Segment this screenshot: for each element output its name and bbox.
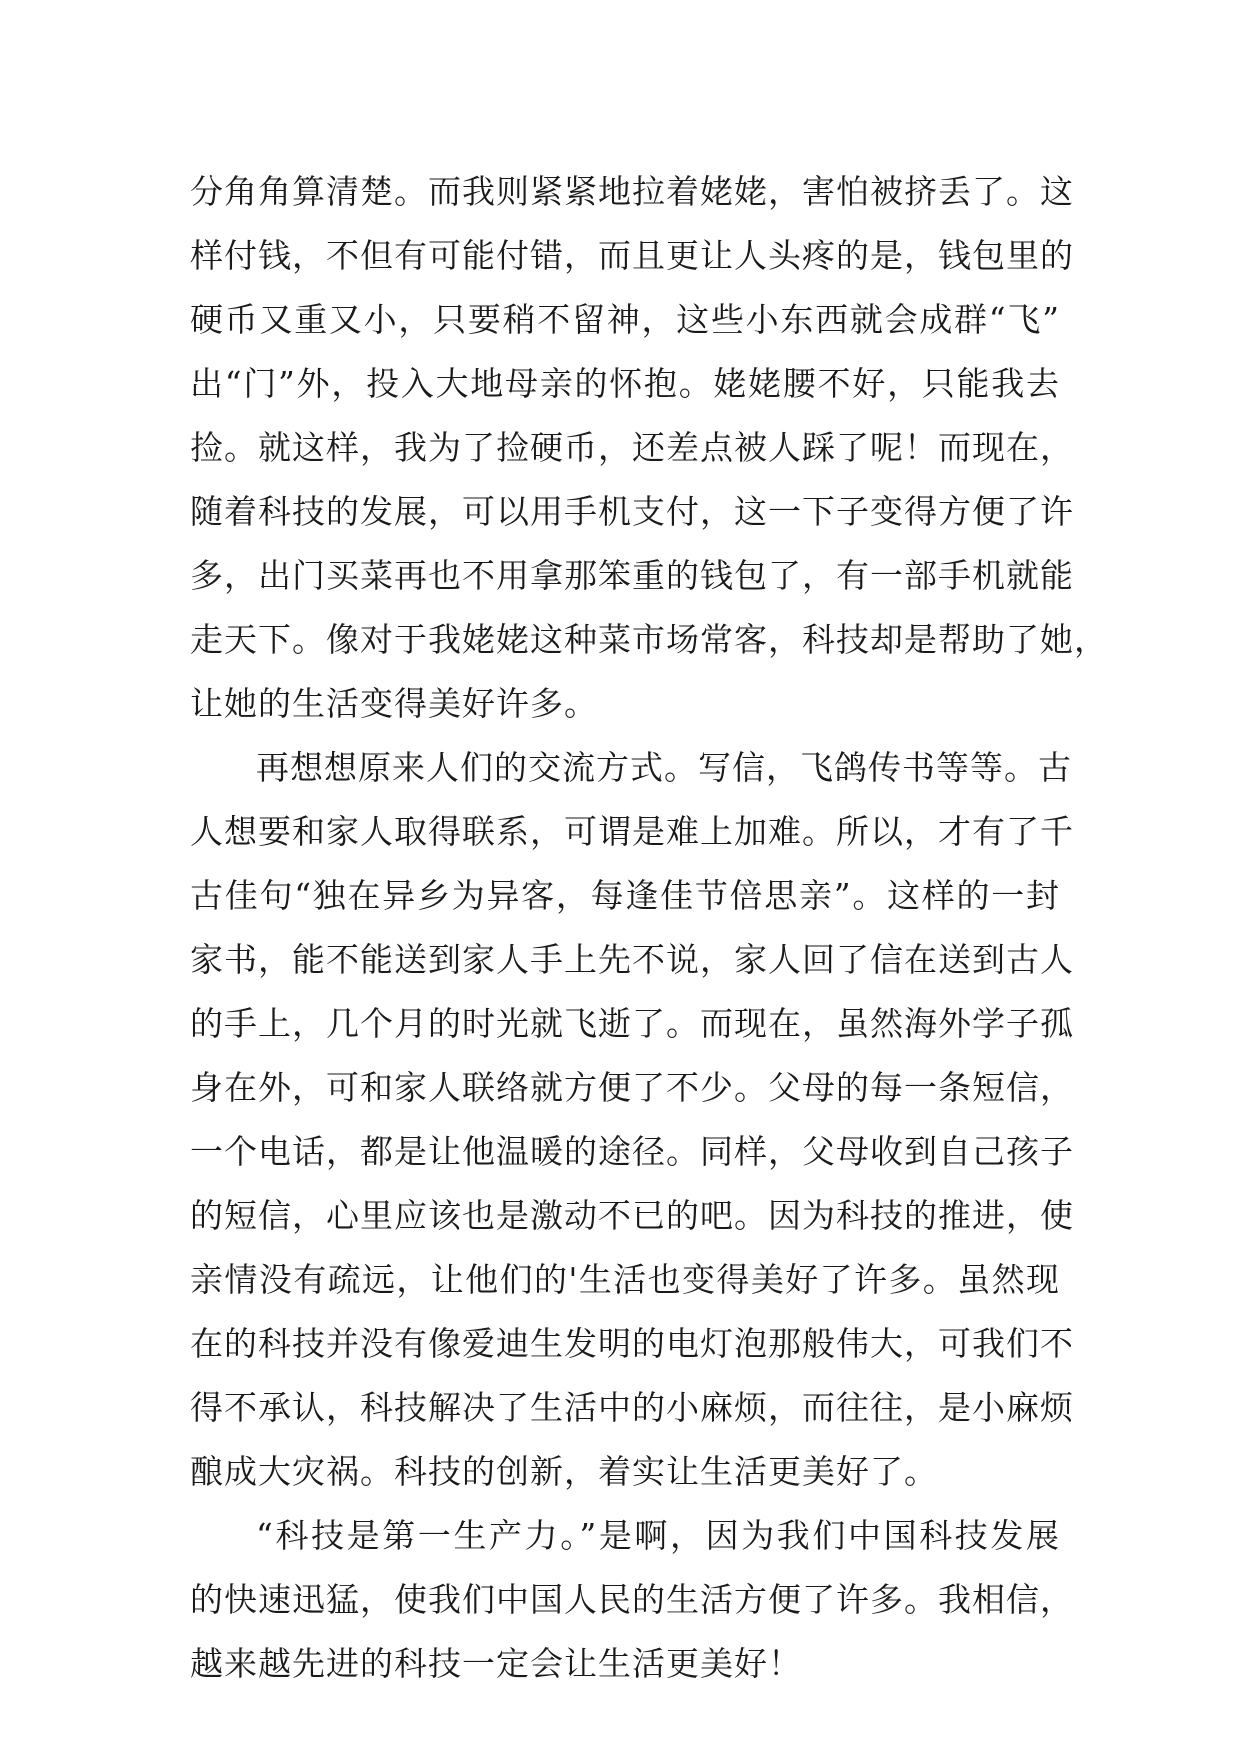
text-line: 再想想原来人们的交流方式。写信，飞鸽传书等等。古 xyxy=(256,748,1072,787)
text-line: 走天下。像对于我姥姥这种菜市场常客，科技却是帮助了她， xyxy=(190,620,1108,659)
text-line: 人想要和家人取得联系，可谓是难上加难。所以，才有了千 xyxy=(190,812,1074,851)
text-line: 硬币又重又小，只要稍不留神，这些小东西就会成群“飞” xyxy=(190,300,1060,339)
text-line: “科技是第一生产力。”是啊，因为我们中国科技发展 xyxy=(256,1516,1060,1555)
text-line: 让她的生活变得美好许多。 xyxy=(190,684,598,723)
text-line: 一个电话，都是让他温暖的途径。同样，父母收到自己孩子 xyxy=(190,1132,1074,1171)
text-line: 酿成大灾祸。科技的创新，着实让生活更美好了。 xyxy=(190,1452,938,1491)
text-line: 的快速迅猛，使我们中国人民的生活方便了许多。我相信， xyxy=(190,1580,1074,1619)
paragraph-1 xyxy=(190,160,1108,736)
text-line: 家书，能不能送到家人手上先不说，家人回了信在送到古人 xyxy=(190,940,1074,979)
text-line: 亲情没有疏远，让他们的'生活也变得美好了许多。虽然现 xyxy=(190,1260,1060,1299)
text-line: 在的科技并没有像爱迪生发明的电灯泡那般伟大，可我们不 xyxy=(190,1324,1074,1363)
text-line: 出“门”外，投入大地母亲的怀抱。姥姥腰不好，只能我去 xyxy=(190,364,1060,403)
text-line: 捡。就这样，我为了捡硬币，还差点被人踩了呢！而现在， xyxy=(190,428,1074,467)
text-line: 样付钱，不但有可能付错，而且更让人头疼的是，钱包里的 xyxy=(190,236,1074,275)
text-line: 得不承认，科技解决了生活中的小麻烦，而往往，是小麻烦 xyxy=(190,1388,1074,1427)
text-line: 越来越先进的科技一定会让生活更美好！ xyxy=(190,1644,802,1683)
paragraph-3 xyxy=(190,1504,1074,1696)
body-text xyxy=(190,160,1108,1696)
paragraph-2 xyxy=(190,736,1074,1504)
text-line: 身在外，可和家人联络就方便了不少。父母的每一条短信， xyxy=(190,1068,1074,1107)
text-line: 多，出门买菜再也不用拿那笨重的钱包了，有一部手机就能 xyxy=(190,556,1074,595)
text-line: 的短信，心里应该也是激动不已的吧。因为科技的推进，使 xyxy=(190,1196,1074,1235)
text-line: 古佳句“独在异乡为异客，每逢佳节倍思亲”。这样的一封 xyxy=(190,876,1060,915)
text-line: 随着科技的发展，可以用手机支付，这一下子变得方便了许 xyxy=(190,492,1074,531)
text-line: 的手上，几个月的时光就飞逝了。而现在，虽然海外学子孤 xyxy=(190,1004,1074,1043)
text-line: 分角角算清楚。而我则紧紧地拉着姥姥，害怕被挤丢了。这 xyxy=(190,172,1074,211)
